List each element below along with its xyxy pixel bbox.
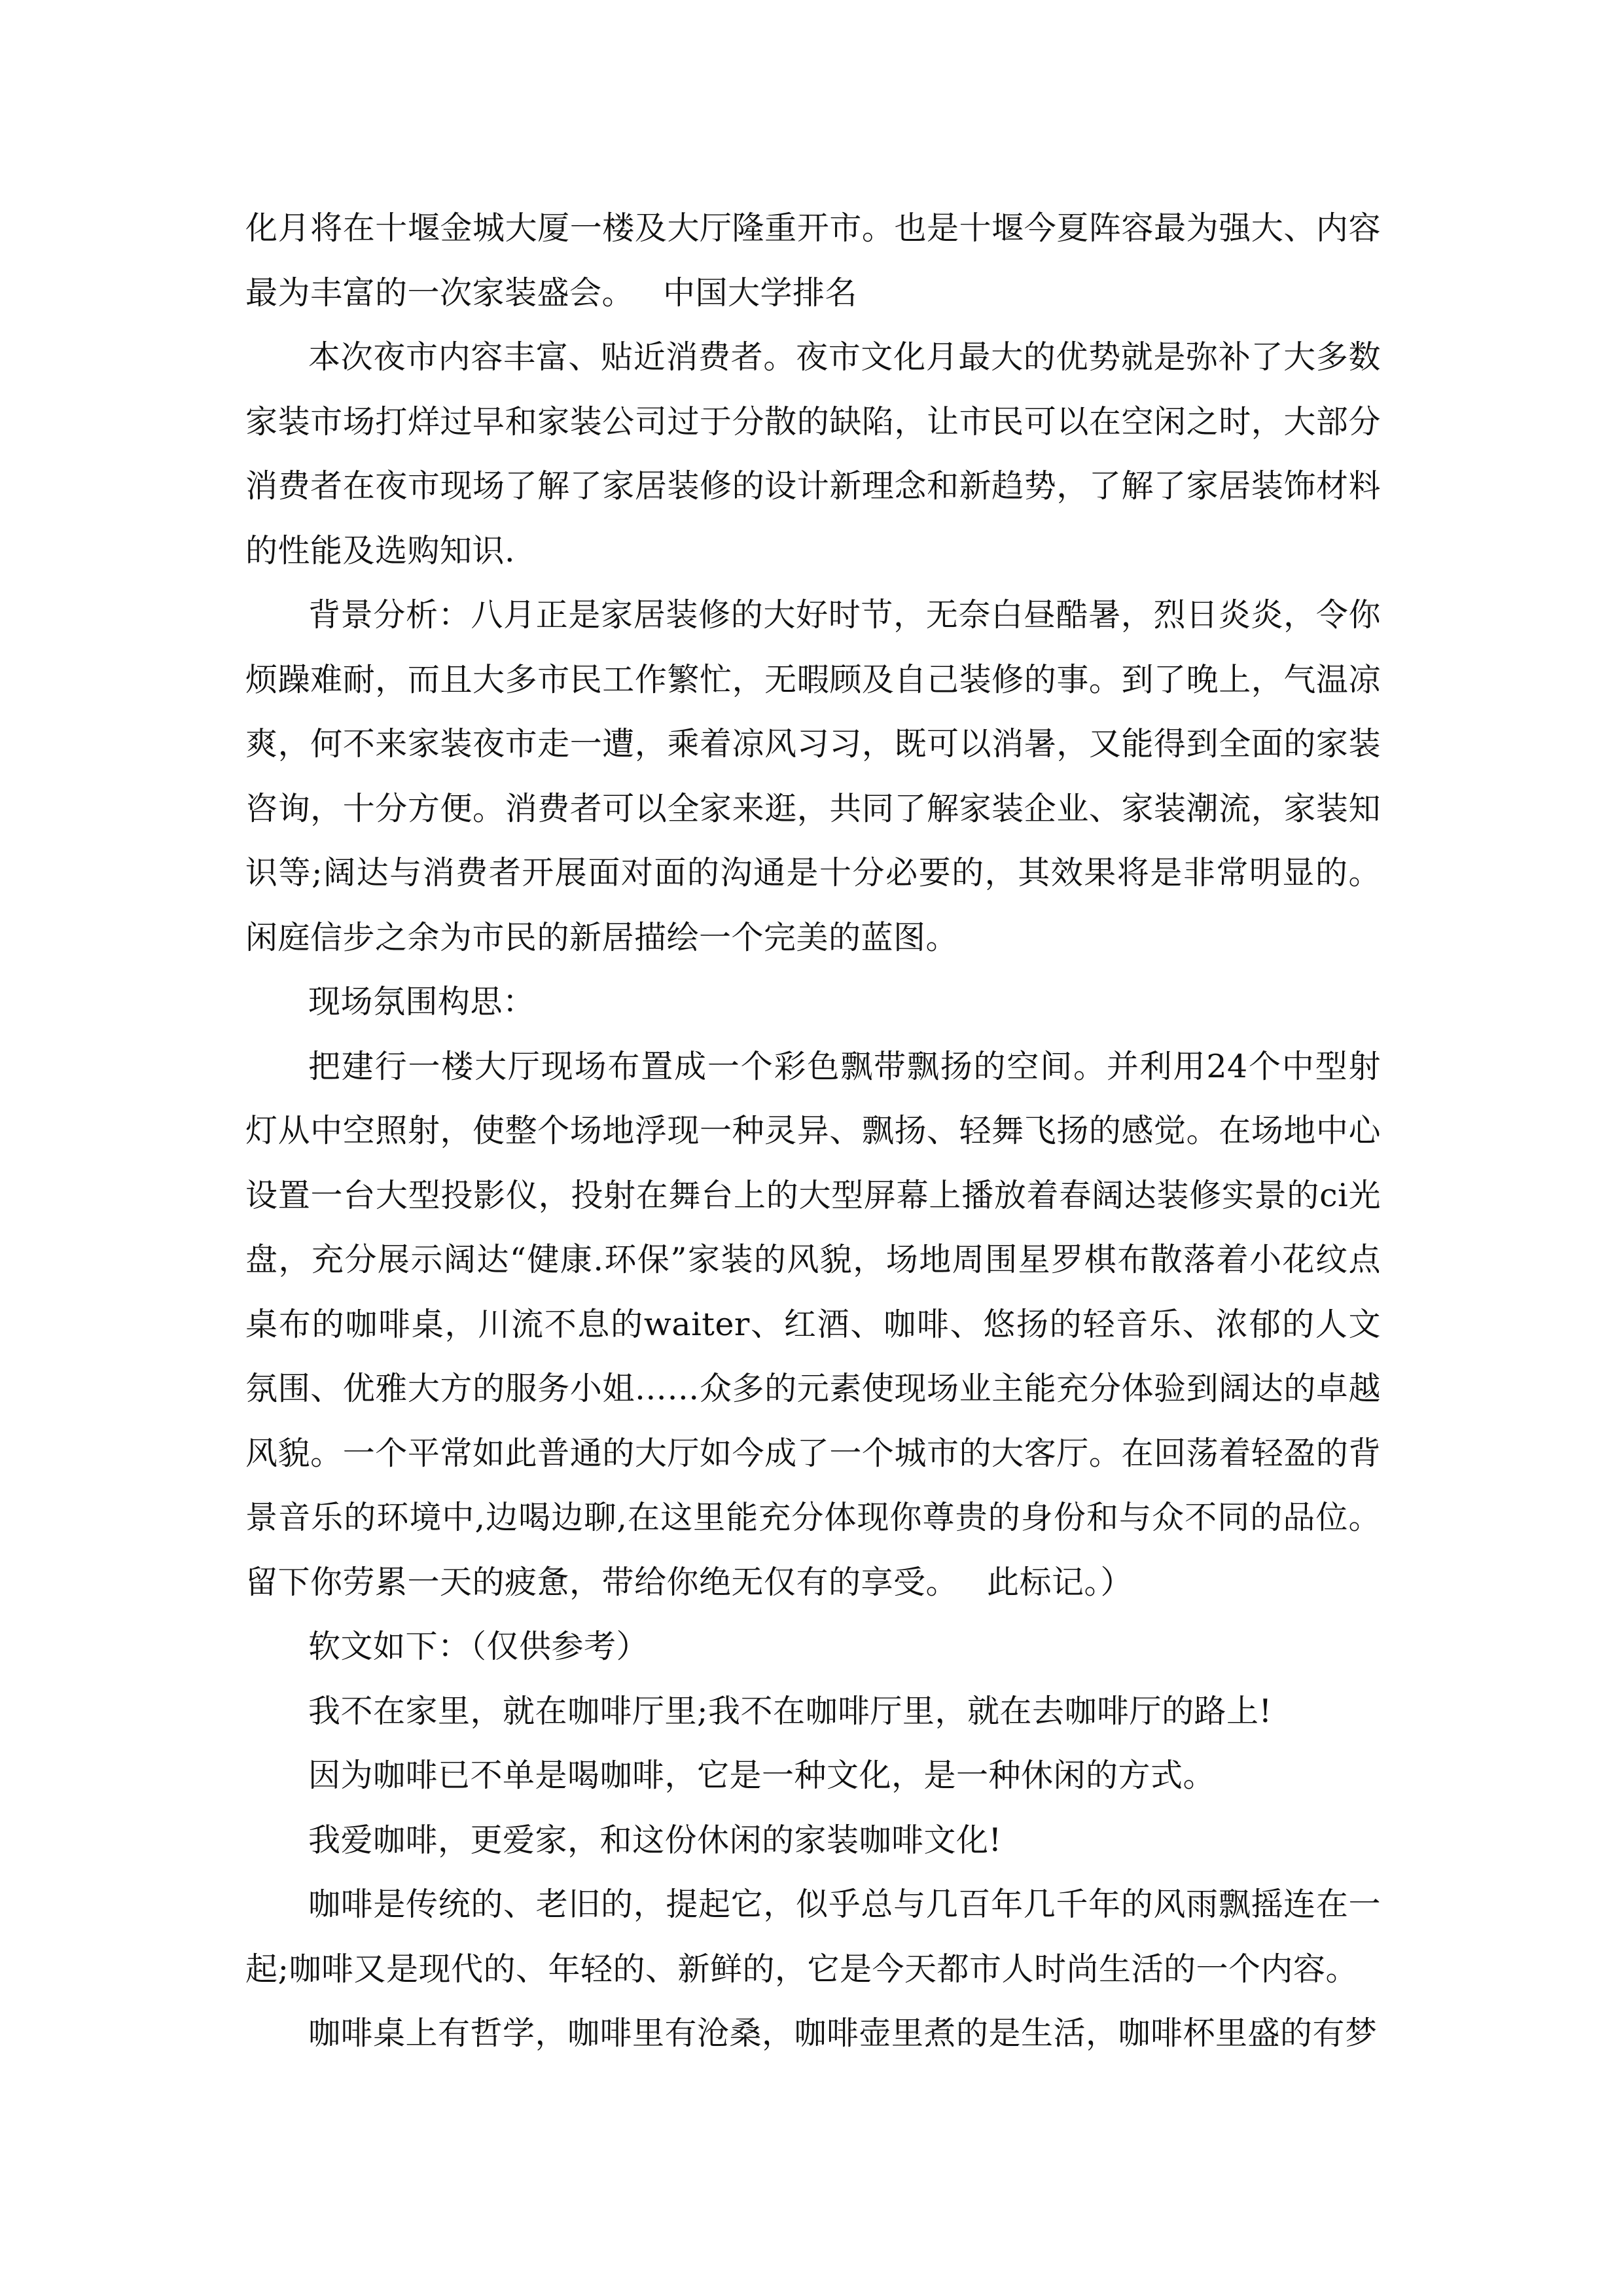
paragraph-1-trailing: 中国大学排名 [663,274,858,312]
paragraph-3: 背景分析：八月正是家居装修的大好时节，无奈白昼酷暑，烈日炎炎，令你烦躁难耐，而且大多市民工作繁忙，无暇顾及自己装修的事。到了晚上，气温凉爽，何不来家装夜市走一遭，乘着凉风习习，既可以消暑，又能得到全面的家装咨询，十分方便。消费者可以全家来逛，共同了解家装企业、家装潮流，家装知识等;阔达与消费者开展面对面的沟通是十分必要的，其效果将是非常明显的。闲庭信步之余为市民的新居描绘一个完美的蓝图。 [245,596,1381,956]
paragraph-5-text: 把建行一楼大厅现场布置成一个彩色飘带飘扬的空间。并利用24个中型射灯从中空照射，使整个场地浮现一种灵异、飘扬、轻舞飞扬的感觉。在场地中心设置一台大型投影仪，投射在舞台上的大型屏幕上播放着春阔达装修实景的ci光盘，充分展示阔达“健康.环保”家装的风貌，场地周围星罗棋布散落着小花纹点桌布的咖啡桌，川流不息的waiter、红酒、咖啡、悠扬的轻音乐、浓郁的人文氛围、优雅大方的服务小姐……众多的元素使现场业主能充分体验到阔达的卓越风貌。一个平常如此普通的大厅如今成了一个城市的大客厅。在回荡着轻盈的背景音乐的环境中,边喝边聊,在这里能充分体现你尊贵的身份和与众不同的品位。留下你劳累一天的疲惫，带给你绝无仅有的享受。 [245,1047,1381,1601]
paragraph-5 [245,1035,1381,1615]
paragraph-2: 本次夜市内容丰富、贴近消费者。夜市文化月最大的优势就是弥补了大多数家装市场打烊过早和家装公司过于分散的缺陷，让市民可以在空闲之时，大部分消费者在夜市现场了解了家居装修的设计新理念和新趋势，了解了家居装饰材料的性能及选购知识. [245,338,1381,569]
paragraph-6: 软文如下：（仅供参考） [308,1628,649,1665]
paragraph-11: 咖啡桌上有哲学，咖啡里有沧桑，咖啡壶里煮的是生活，咖啡杯里盛的有梦 [308,2015,1378,2052]
paragraph-8: 因为咖啡已不单是喝咖啡，它是一种文化，是一种休闲的方式。 [308,1757,1216,1794]
paragraph-7: 我不在家里，就在咖啡厅里;我不在咖啡厅里，就在去咖啡厅的路上! [308,1692,1272,1730]
paragraph-1-text: 化月将在十堰金城大厦一楼及大厅隆重开市。也是十堰今夏阵容最为强大、内容最为丰富的一次家装盛会。 [245,209,1381,312]
paragraph-1 [245,196,1381,325]
paragraph-9: 我爱咖啡，更爱家，和这份休闲的家装咖啡文化! [308,1821,1002,1859]
paragraph-10: 咖啡是传统的、老旧的，提起它，似乎总与几百年几千年的风雨飘摇连在一起;咖啡又是现代的、年轻的、新鲜的，它是今天都市人时尚生活的一个内容。 [245,1886,1381,1988]
body-text [245,196,1381,2066]
paragraph-4: 现场氛围构思： [308,983,535,1020]
paragraph-5-trailing: 此标记。） [987,1563,1133,1601]
